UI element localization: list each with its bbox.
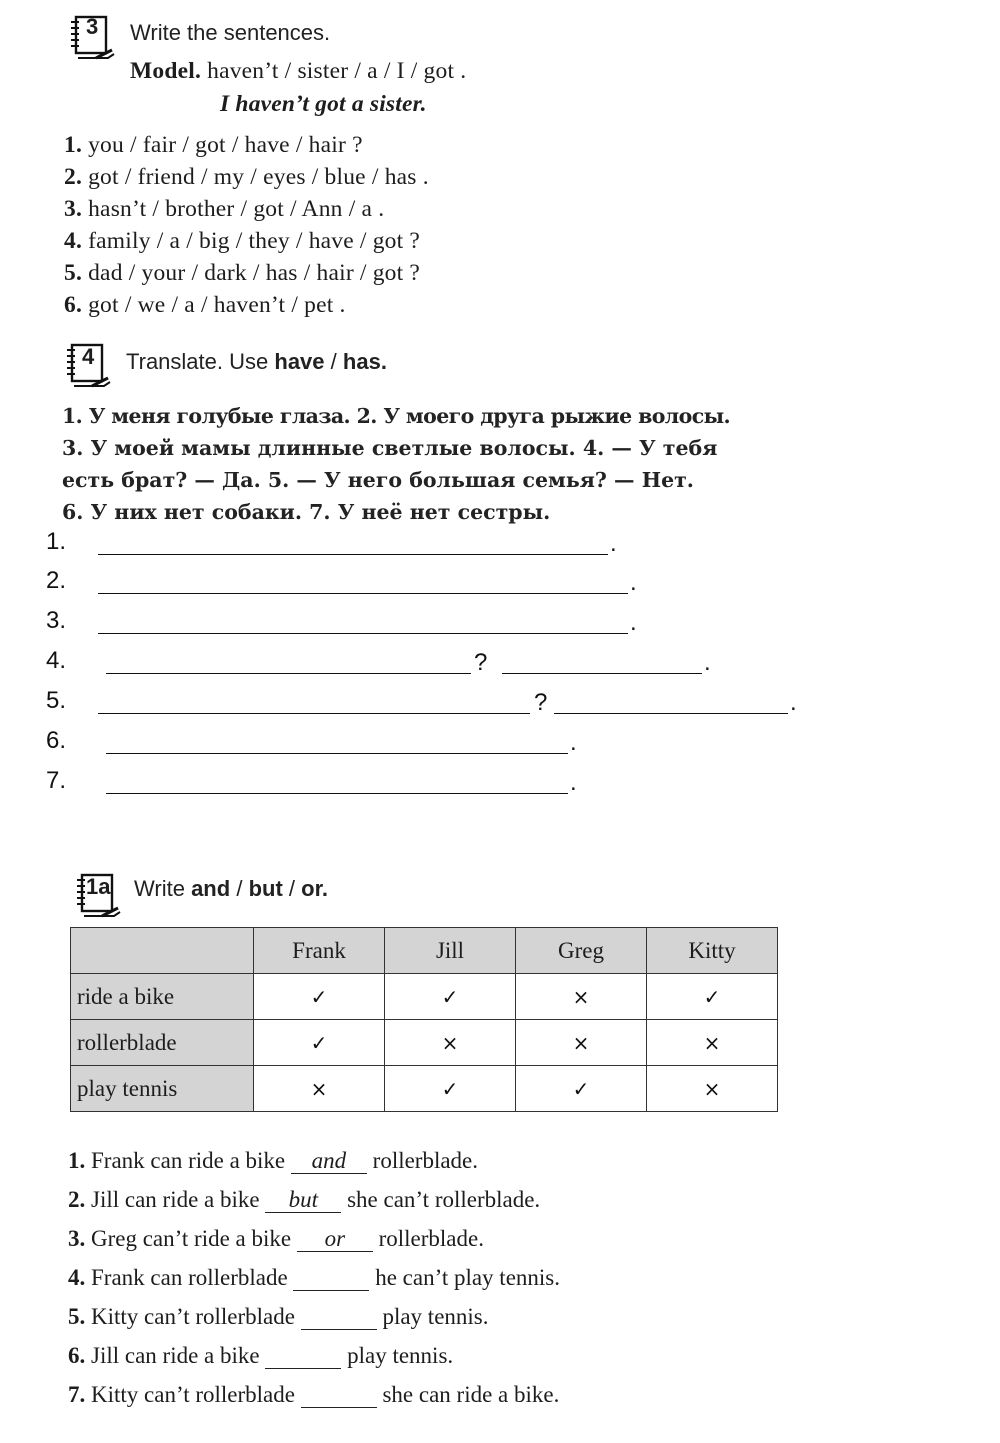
list-item: 3. Greg can’t ride a bike or rollerblade. [68,1226,484,1251]
list-item: 4. family / a / big / they / have / got ? [64,228,421,254]
row-label: rollerblade [71,1020,254,1066]
mark-cell: × [385,1020,516,1066]
model-label: Model. [130,58,202,84]
answer-blank[interactable] [98,607,628,634]
mark-cell: × [516,974,647,1020]
task3-items [64,132,429,324]
mark-cell: × [647,1066,778,1112]
row-label: ride a bike [71,974,254,1020]
mark-cell: ✓ [385,974,516,1020]
mark-cell: ✓ [647,974,778,1020]
list-item: 6. got / we / a / haven’t / pet . [64,292,346,318]
mark-cell: × [516,1020,647,1066]
list-item: 2. Jill can ride a bike but she can’t rollerblade. [68,1187,541,1212]
mark-cell: ✓ [516,1066,647,1112]
table-row [71,1066,778,1112]
answer-blank[interactable] [98,687,530,714]
model-line [130,58,466,85]
answer-line: 2. . [46,567,637,596]
answer-blank[interactable] [554,687,788,714]
mark-cell: × [647,1020,778,1066]
model-answer: I haven’t got a sister. [220,91,427,117]
ability-table [70,927,778,1112]
table-row [71,974,778,1020]
answer-line: 6. . [46,727,577,756]
column-header: Jill [385,928,516,974]
column-header: Kitty [647,928,778,974]
task-title: Write the sentences. [130,20,331,45]
mark-cell: ✓ [254,1020,385,1066]
list-item: 3. hasn’t / brother / got / Ann / a . [64,196,385,222]
list-item: 6. Jill can ride a bike play tennis. [68,1343,454,1368]
answer-line: 4. ? . [46,647,711,676]
table-row [71,1020,778,1066]
answer-blank[interactable]: and [291,1149,367,1174]
list-item: 1. Frank can ride a bike and rollerblade. [68,1148,479,1173]
list-item: 5. Kitty can’t rollerblade play tennis. [68,1304,489,1329]
mark-cell: × [254,1066,385,1112]
answer-blank[interactable] [301,1383,377,1408]
list-item: 2. got / friend / my / eyes / blue / has . [64,164,429,190]
list-item: 1. you / fair / got / have / hair ? [64,132,363,158]
task-badge: 1a [86,874,111,899]
answer-blank[interactable] [265,1344,341,1369]
answer-line: 3. . [46,607,637,636]
list-item: 7. Kitty can’t rollerblade she can ride a bike. [68,1382,560,1407]
answer-blank[interactable] [106,727,568,754]
answer-blank[interactable]: but [265,1188,341,1213]
answer-blank[interactable] [106,647,471,674]
model-prompt: haven’t / sister / a / I / got . [207,58,467,84]
answer-line: 5. ? . [46,687,797,716]
task-title: Translate. Use have / has. [126,349,387,374]
row-label: play tennis [71,1066,254,1112]
answer-line: 1. . [46,528,617,557]
answer-blank[interactable] [502,647,702,674]
answer-blank[interactable] [98,567,628,594]
answer-line: 7. . [46,767,577,796]
answer-blank[interactable] [98,528,608,555]
task-badge: 4 [82,344,95,369]
answer-blank[interactable] [293,1266,369,1291]
list-item: 4. Frank can rollerblade he can’t play tennis. [68,1265,561,1290]
table-header-row [71,928,778,974]
answer-blank[interactable] [106,767,568,794]
task1a-sentences [68,1148,560,1421]
task-badge: 3 [86,14,99,39]
list-item: 5. dad / your / dark / has / hair / got ? [64,260,421,286]
column-header: Frank [254,928,385,974]
column-header: Greg [516,928,647,974]
mark-cell: ✓ [385,1066,516,1112]
answer-blank[interactable] [301,1305,377,1330]
russian-text: 1. У меня голубые глаза. 2. У моего друга рыжие волосы. 3. У моей мамы длинные светлые волосы. 4. — У тебя есть брат? — Да. 5. — У него большая семья? — Нет. 6. У них нет собаки. 7. У неё нет сестры. [62,404,731,524]
table-corner [71,928,254,974]
answer-blank[interactable]: or [297,1227,373,1252]
task-title: Write and / but / or. [134,876,329,901]
mark-cell: ✓ [254,974,385,1020]
